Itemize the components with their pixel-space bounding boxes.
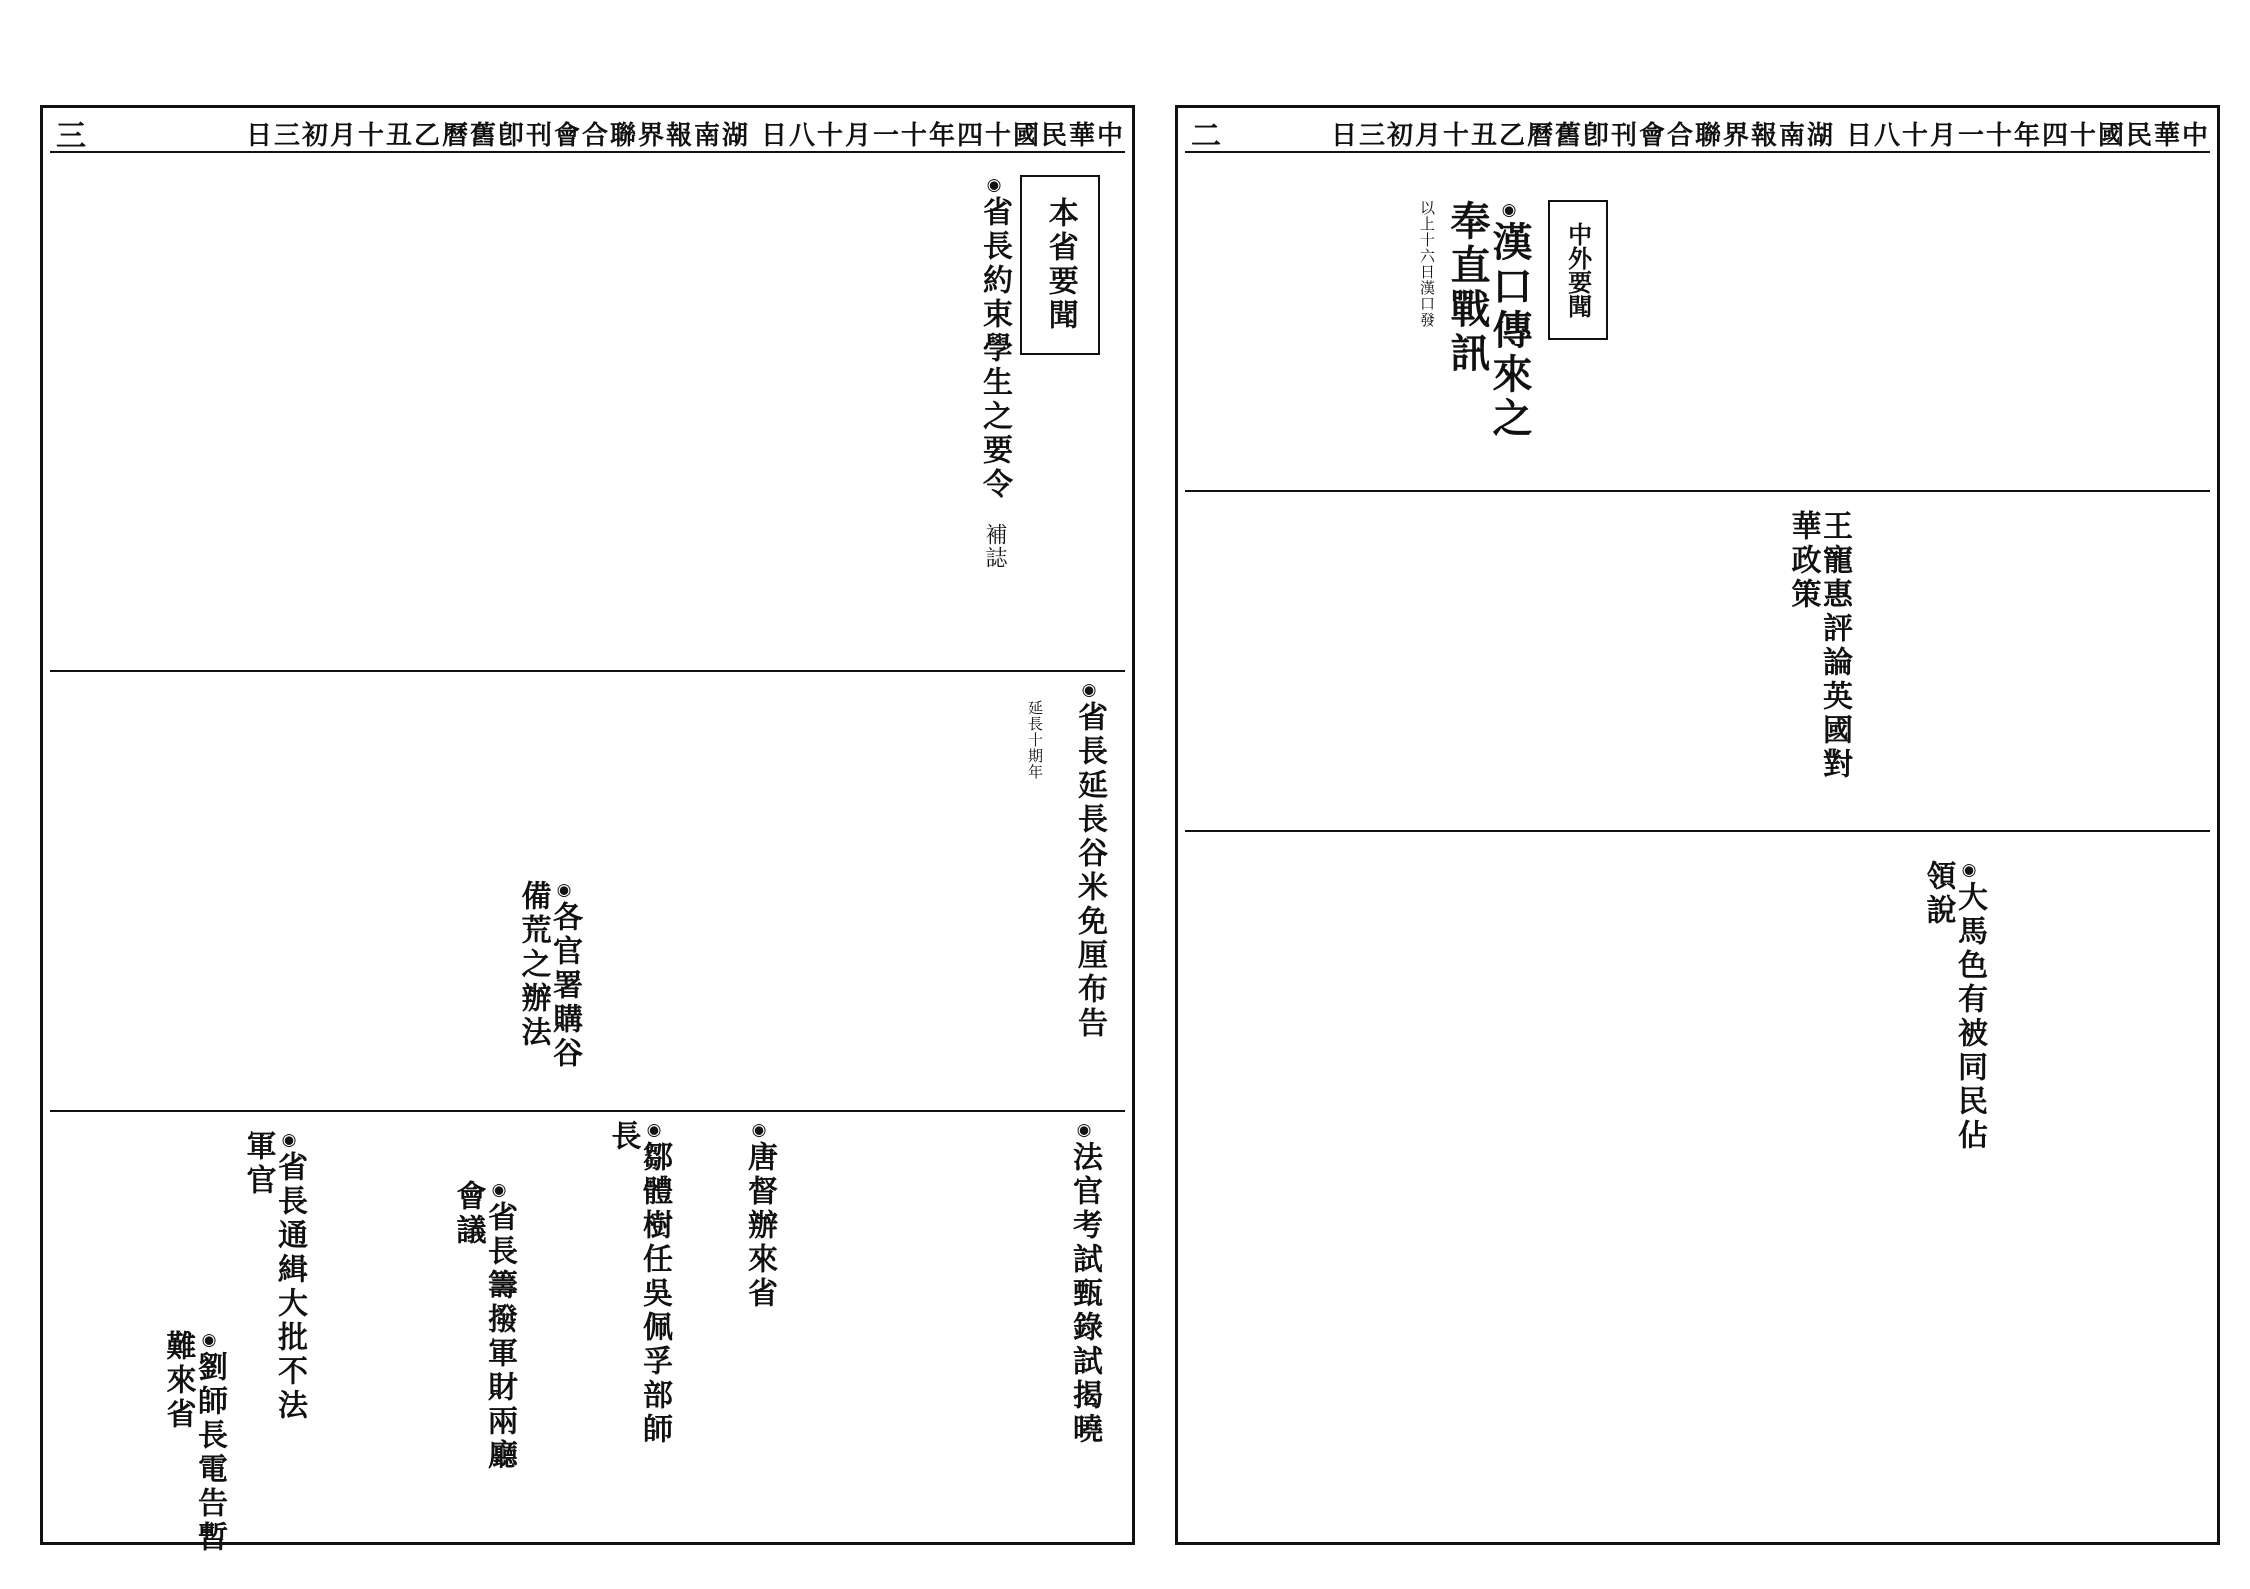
right-section-title: 中外要聞 [1563,222,1593,318]
right-page-header [1185,115,2210,153]
article-headline: ◉唐督辦來省 [742,1120,777,1311]
left-header-text: 日三初月十丑乙曆舊卽刊會合聯界報南湖 日八十月一十年四十國民華中 [245,120,1125,151]
article-headline: ◉省長通緝大批不法軍官 [240,1130,307,1423]
bullet-icon: ◉ [1959,860,1979,881]
bullet-icon: ◉ [1079,680,1099,701]
bullet-icon: ◉ [984,175,1004,196]
article-headline: ◉大馬色有被同民佔領說 [1920,860,1987,1153]
article-headline: ◉法官考試甄錄試揭曉 [1067,1120,1102,1447]
left-section-title-box [1020,175,1100,355]
right-divider-2 [1185,830,2210,832]
bullet-icon: ◉ [644,1120,664,1141]
article-dateline: 延長十期年 [1026,700,1044,780]
right-header-text: 日三初月十丑乙曆舊卽刊會合聯界報南湖 日八十月一十年四十國民華中 [1330,120,2210,151]
right-divider-1 [1185,490,2210,492]
article-headline: ◉省長約束學生之要令 補誌 [977,175,1012,569]
bullet-icon: ◉ [554,880,574,901]
left-page-header [50,115,1125,153]
bullet-icon: ◉ [199,1330,219,1351]
article-headline: 王寵惠評論英國對華政策 [1785,510,1852,782]
article-headline: ◉鄒體樹任吳佩孚部師長 [605,1120,672,1447]
article-dateline: 以上十六日漢口發 [1418,200,1436,328]
article-headline: ◉劉師長電告暫難來省 [160,1330,227,1555]
right-section-title-box [1548,200,1608,340]
bullet-icon: ◉ [1074,1120,1094,1141]
right-page-number: 二 [1191,119,1223,154]
bullet-icon: ◉ [279,1130,299,1151]
left-page-number: 三 [56,119,88,154]
left-divider-1 [50,670,1125,672]
bullet-icon: ◉ [489,1180,509,1201]
bullet-icon: ◉ [1499,200,1519,221]
article-headline: ◉省長籌撥軍財兩廳會議 [450,1180,517,1473]
right-page [1175,105,2220,1545]
article-headline: ◉漢口傳來之奉直戰訊 [1444,200,1533,441]
article-headline: ◉省長延長谷米免厘布告 [1072,680,1107,1041]
bullet-icon: ◉ [749,1120,769,1141]
article-headline: ◉各官署購谷備荒之辦法 [515,880,582,1071]
left-divider-2 [50,1110,1125,1112]
left-section-title: 本省要聞 [1042,197,1078,333]
